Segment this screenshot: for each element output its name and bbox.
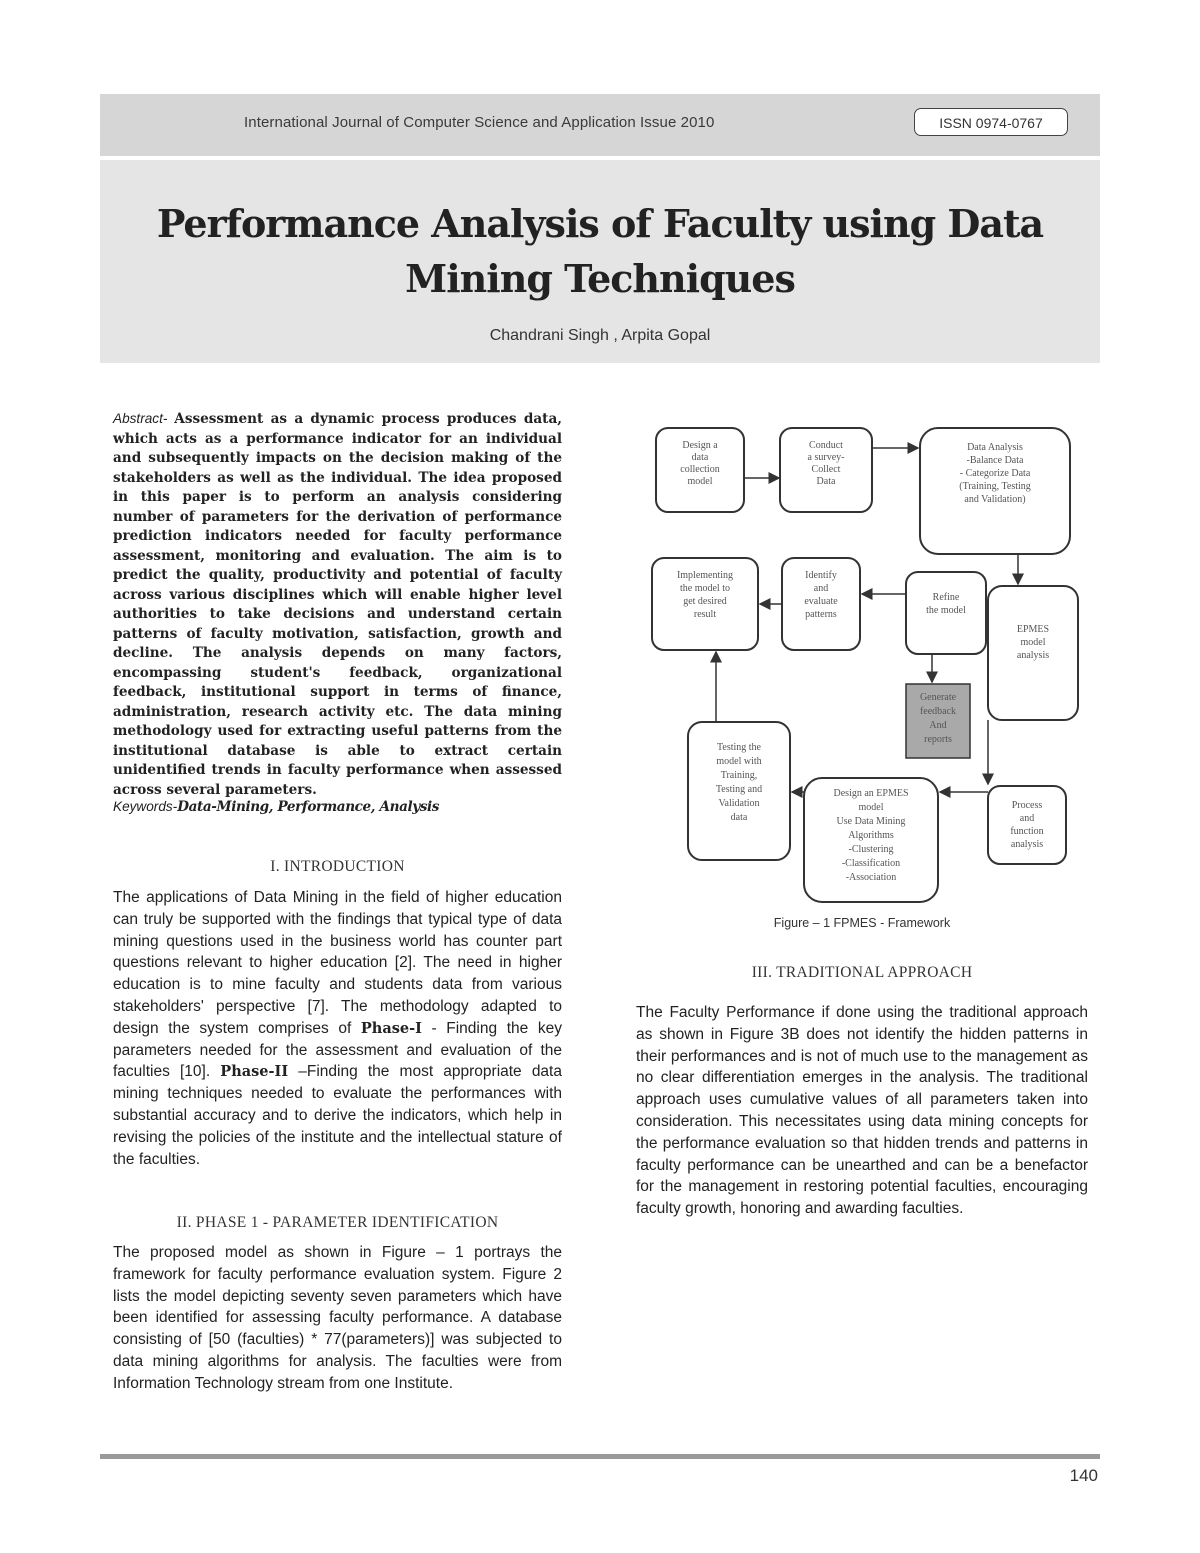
diagram-label-analysis: - Categorize Data: [959, 468, 1031, 479]
phase-1-paragraph: The proposed model as shown in Figure – 1 portrays the framework for faculty performance evaluation system. Figure 2 lists the model depicting seventy seven parameters which have been identified for assessing faculty performance. A database consisting of [50 (faculties) * 77(parameters)] was subjected to data mining algorithms for analysis. The faculties were from Information Technology stream from one Institute.: [113, 1244, 562, 1392]
page-number: 140: [1069, 1466, 1098, 1485]
intro-phase-1: Phase-I: [360, 1019, 422, 1037]
abstract: [113, 409, 562, 800]
diagram-label-refine: Refine: [932, 592, 960, 603]
keywords-label: Keywords-: [113, 799, 178, 814]
traditional-approach-paragraph: The Faculty Performance if done using the traditional approach as shown in Figure 3B does not identify the hidden patterns in their performances and is not of much use to the management as no clear differentiation emerges in the analysis. The traditional approach uses cumulative values of all parameters taken into consideration. This necessitates using data mining concepts for the performance evaluation so that hidden trends and patterns in faculty performance can be unearthed and can be a benefactor for the management in restoring potential faculties, encouraging faculty growth, honoring and awarding faculties.: [636, 1004, 1088, 1218]
diagram-label-design-epmes: Algorithms: [848, 830, 894, 841]
diagram-label-survey: Data: [816, 476, 836, 487]
diagram-label-analysis: -Balance Data: [966, 455, 1024, 466]
journal-name: International Journal of Computer Science and Application Issue 2010: [244, 114, 715, 131]
diagram-label-analysis: and Validation): [964, 494, 1026, 505]
diagram-label-testing: Training,: [720, 770, 758, 781]
diagram-label-generate: Generate: [919, 692, 957, 703]
keywords: [113, 796, 562, 819]
diagram-label-design: Design a: [682, 440, 718, 451]
figure-caption: Figure – 1 FPMES - Framework: [773, 916, 951, 930]
abstract-text: Assessment as a dynamic process produces data, which acts as a performance indicator for an individual and subsequently impacts on the decision making of the stakeholders as well as the individual. The idea proposed in this paper is to perform an analysis considering number of parameters for the derivation of performance prediction indicators needed for faculty performance assessment, monitoring and evaluation. The aim is to predict the quality, productivity and potential of faculty across various disciplines which will enable higher level authorities to take decisions and understand certain patterns of faculty motivation, satisfaction, growth and decline. The analysis depends on many factors, encompassing student's feedback, organizational feedback, institutional support in terms of finance, administration, research activity etc. The data mining methodology used for extracting useful patterns from the institutional database is able to extract certain unidentified trends in faculty performance when assessed across several parameters.: [113, 411, 563, 798]
diagram-label-generate: reports: [924, 734, 952, 745]
diagram-label-identify: and: [813, 583, 829, 594]
diagram-label-identify: evaluate: [804, 596, 838, 607]
diagram-label-design: collection: [680, 464, 720, 475]
section-heading-introduction: I. INTRODUCTION: [270, 858, 405, 875]
diagram-label-testing: Testing the: [716, 742, 762, 753]
box-process-function: [988, 786, 1066, 864]
framework-diagram-svg: [636, 418, 1088, 910]
intro-phase-2: Phase-II: [220, 1063, 289, 1081]
diagram-label-survey: Conduct: [809, 440, 843, 451]
diagram-label-generate: And: [929, 720, 947, 731]
diagram-label-design: model: [687, 476, 713, 487]
diagram-label-process: and: [1019, 813, 1035, 824]
paper-title: [100, 196, 1100, 306]
title-line-1: Performance Analysis of Faculty using Data: [156, 201, 1044, 246]
diagram-label-design-epmes: Use Data Mining: [836, 816, 906, 827]
intro-text-2: - Finding the key parameters needed for the assessment and evaluation of the faculties [10].: [113, 1019, 562, 1081]
diagram-label-testing: data: [730, 812, 748, 823]
diagram-label-identify: patterns: [805, 609, 837, 620]
diagram-label-survey: Collect: [811, 464, 841, 475]
diagram-label-analysis: Data Analysis: [967, 442, 1023, 453]
keywords-text: Data-Mining, Performance, Analysis: [177, 799, 440, 815]
framework-diagram: [636, 418, 1088, 910]
diagram-label-process: Process: [1011, 800, 1043, 811]
diagram-label-design-epmes: Design an EPMES: [833, 788, 909, 799]
diagram-label-generate: feedback: [919, 706, 957, 717]
diagram-label-implement: get desired: [683, 596, 727, 607]
diagram-label-design: data: [691, 452, 709, 463]
footer-rule: [100, 1454, 1100, 1459]
diagram-label-analysis: (Training, Testing: [959, 481, 1031, 492]
diagram-label-design-epmes: model: [858, 802, 884, 813]
diagram-label-testing: model with: [716, 756, 762, 767]
diagram-label-epmes-analysis: analysis: [1016, 650, 1050, 661]
diagram-label-refine: the model: [926, 605, 966, 616]
diagram-label-design-epmes: -Clustering: [848, 844, 894, 855]
diagram-label-identify: Identify: [805, 570, 837, 581]
diagram-label-process: function: [1010, 826, 1044, 837]
section-heading-phase-1: II. PHASE 1 - PARAMETER IDENTIFICATION: [176, 1214, 499, 1231]
diagram-label-implement: the model to: [680, 583, 730, 594]
intro-text-1: The applications of Data Mining in the field of higher education can truly be supported with the findings that typical type of data mining questions used in the business world has counter part questions relevant to higher education [2]. The need in higher education is to mine faculty and students data from various stakeholders' perspective [7]. The methodology adapted to design the system comprises of: [113, 889, 562, 1037]
diagram-label-epmes-analysis: EPMES: [1016, 624, 1050, 635]
title-line-2: Mining Techniques: [405, 256, 795, 301]
abstract-label: Abstract-: [113, 411, 168, 426]
section-heading-traditional: III. TRADITIONAL APPROACH: [751, 964, 973, 981]
introduction-paragraph: [113, 887, 562, 1170]
diagram-label-process: analysis: [1010, 839, 1044, 850]
diagram-label-testing: Validation: [718, 798, 760, 809]
issn-badge: ISSN 0974-0767: [914, 108, 1068, 136]
diagram-label-design-epmes: -Classification: [841, 858, 901, 869]
diagram-label-testing: Testing and: [715, 784, 763, 795]
diagram-label-epmes-analysis: model: [1020, 637, 1046, 648]
authors: Chandrani Singh , Arpita Gopal: [489, 327, 711, 344]
diagram-label-design-epmes: -Association: [845, 872, 897, 883]
intro-text-3: –Finding the most appropriate data mining techniques needed to evaluate the performances with substantial accuracy and to derive the indicators, which help in revising the policies of the institute and the intellectual stature of the faculties.: [113, 1063, 562, 1168]
diagram-label-implement: result: [693, 609, 717, 620]
diagram-label-implement: Implementing: [676, 570, 734, 581]
diagram-label-survey: a survey-: [807, 452, 845, 463]
